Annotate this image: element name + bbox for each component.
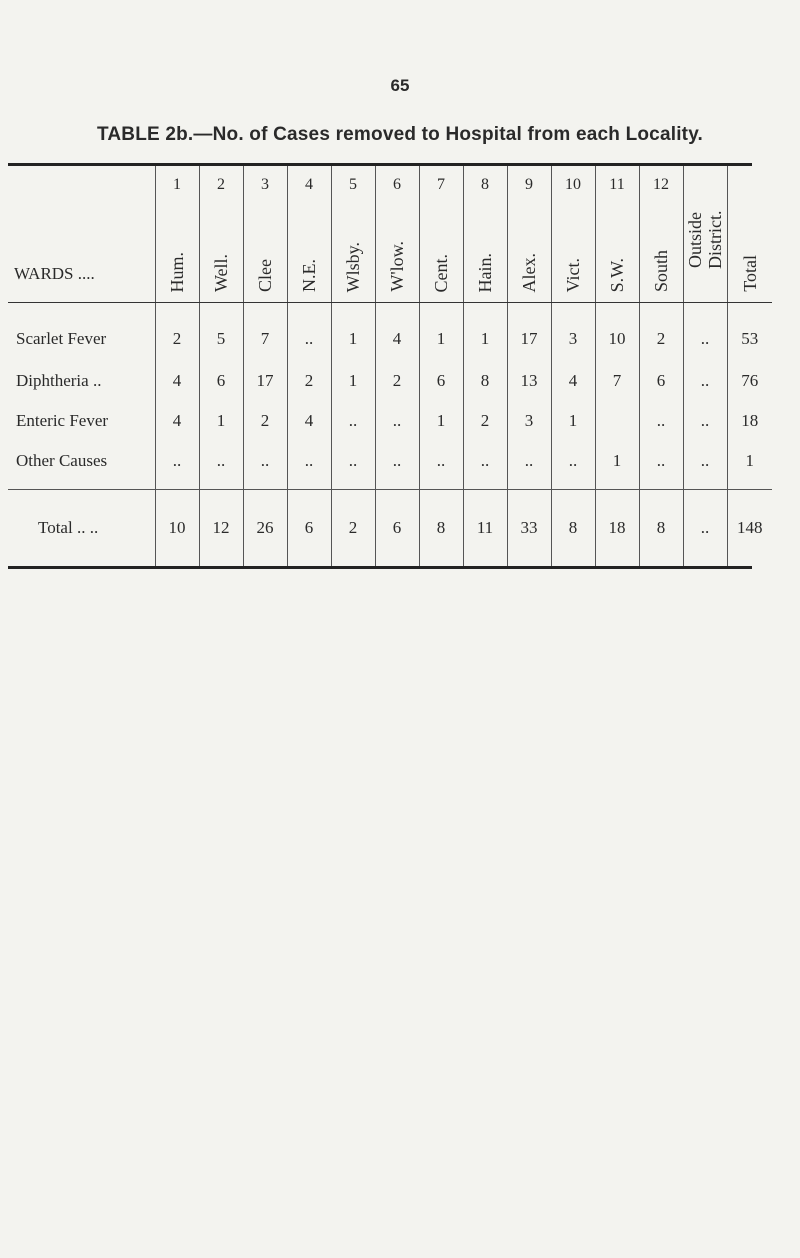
cell	[595, 401, 639, 441]
total-cell: 26	[243, 490, 287, 567]
cell: 4	[375, 303, 419, 362]
header-col-outside	[683, 166, 727, 303]
cell-total: 1	[727, 441, 772, 490]
cell: 7	[595, 361, 639, 401]
ward-name: S.W.	[607, 257, 627, 292]
outside-district-label: Outside District.	[685, 210, 725, 270]
total-row-label: Total .. ..	[8, 490, 155, 567]
cell-total: 18	[727, 401, 772, 441]
total-cell: 11	[463, 490, 507, 567]
ward-number: 10	[565, 176, 581, 193]
ward-name: Vict.	[563, 257, 583, 292]
header-row	[8, 166, 772, 303]
table-row	[8, 441, 772, 490]
ward-number: 5	[349, 176, 357, 193]
cell: ..	[683, 441, 727, 490]
cell: ..	[287, 441, 331, 490]
ward-number: 6	[393, 176, 401, 193]
table-title: TABLE 2b.—No. of Cases removed to Hospital from each Locality.	[96, 124, 704, 145]
ward-name: Wlsby.	[343, 241, 363, 292]
table-row	[8, 361, 772, 401]
ward-number: 3	[261, 176, 269, 193]
cell: 4	[155, 361, 199, 401]
total-cell: ..	[683, 490, 727, 567]
total-cell: 8	[419, 490, 463, 567]
header-col	[199, 166, 243, 303]
cell: 4	[551, 361, 595, 401]
cell: 1	[331, 303, 375, 362]
ward-name: Clee	[255, 259, 275, 292]
total-row	[8, 490, 772, 567]
ward-number: 9	[525, 176, 533, 193]
cases-table	[8, 166, 772, 566]
total-cell: 6	[375, 490, 419, 567]
ward-number: 2	[217, 176, 225, 193]
cell: 10	[595, 303, 639, 362]
cell: 13	[507, 361, 551, 401]
table-row	[8, 401, 772, 441]
header-col	[331, 166, 375, 303]
header-col	[551, 166, 595, 303]
cell: 6	[199, 361, 243, 401]
cell: ..	[683, 401, 727, 441]
cell: 2	[155, 303, 199, 362]
ward-name: Alex.	[519, 252, 539, 292]
total-cell: 12	[199, 490, 243, 567]
header-col	[375, 166, 419, 303]
header-wards-cell	[8, 166, 155, 303]
cell: 7	[243, 303, 287, 362]
page-number: 65	[390, 76, 410, 95]
cell: 1	[331, 361, 375, 401]
ward-name: W'low.	[387, 241, 407, 292]
cell: 8	[463, 361, 507, 401]
cell: 17	[243, 361, 287, 401]
cell: 2	[375, 361, 419, 401]
total-label: Total	[739, 255, 760, 292]
ward-number: 12	[653, 176, 669, 193]
grand-total-cell: 148	[727, 490, 772, 567]
cell: ..	[375, 441, 419, 490]
row-label: Scarlet Fever	[16, 329, 107, 348]
header-col	[463, 166, 507, 303]
cell: 17	[507, 303, 551, 362]
cell-total: 53	[727, 303, 772, 362]
ward-name: N.E.	[299, 259, 319, 292]
cell: ..	[683, 303, 727, 362]
total-cell: 2	[331, 490, 375, 567]
row-label: Enteric Fever	[16, 411, 109, 430]
cell: ..	[331, 441, 375, 490]
header-col	[639, 166, 683, 303]
cell: ..	[551, 441, 595, 490]
total-cell: 33	[507, 490, 551, 567]
total-cell: 6	[287, 490, 331, 567]
cell: 1	[419, 303, 463, 362]
header-col	[287, 166, 331, 303]
cell: ..	[639, 441, 683, 490]
cell: ..	[243, 441, 287, 490]
ward-name: South	[651, 249, 671, 292]
row-label: Other Causes	[16, 451, 108, 470]
ward-name: Well.	[211, 253, 231, 292]
cell: 1	[419, 401, 463, 441]
cell: ..	[331, 401, 375, 441]
cell: 5	[199, 303, 243, 362]
ward-number: 4	[305, 176, 313, 193]
row-label: Diphtheria ..	[16, 371, 102, 390]
cell: ..	[639, 401, 683, 441]
cell: 2	[287, 361, 331, 401]
cell: 2	[463, 401, 507, 441]
total-cell: 18	[595, 490, 639, 567]
cell: 4	[287, 401, 331, 441]
cell: 6	[639, 361, 683, 401]
total-cell: 8	[639, 490, 683, 567]
cell: 2	[639, 303, 683, 362]
ward-number: 1	[173, 176, 181, 193]
cell: 4	[155, 401, 199, 441]
cell: 2	[243, 401, 287, 441]
total-cell: 8	[551, 490, 595, 567]
cell: ..	[375, 401, 419, 441]
ward-number: 11	[609, 176, 625, 193]
header-col	[155, 166, 199, 303]
cell: ..	[199, 441, 243, 490]
cell: ..	[155, 441, 199, 490]
cell: ..	[419, 441, 463, 490]
cell: 1	[595, 441, 639, 490]
cell: ..	[507, 441, 551, 490]
ward-name: Hain.	[475, 252, 495, 292]
ward-number: 7	[437, 176, 445, 193]
cell: 3	[507, 401, 551, 441]
cell-total: 76	[727, 361, 772, 401]
cell: 1	[199, 401, 243, 441]
header-col-total	[727, 166, 772, 303]
header-col	[507, 166, 551, 303]
cell: ..	[287, 303, 331, 362]
cell: 1	[551, 401, 595, 441]
ward-name: Cent.	[431, 253, 451, 292]
ward-name: Hum.	[167, 251, 187, 292]
header-col	[595, 166, 639, 303]
wards-label: WARDS ....	[14, 264, 95, 283]
ward-number: 8	[481, 176, 489, 193]
cell: 1	[463, 303, 507, 362]
cell: 3	[551, 303, 595, 362]
cases-table-container	[8, 163, 763, 569]
header-col	[419, 166, 463, 303]
table-row	[8, 303, 772, 362]
total-cell: 10	[155, 490, 199, 567]
cell: ..	[683, 361, 727, 401]
cell: ..	[463, 441, 507, 490]
header-col	[243, 166, 287, 303]
cell: 6	[419, 361, 463, 401]
